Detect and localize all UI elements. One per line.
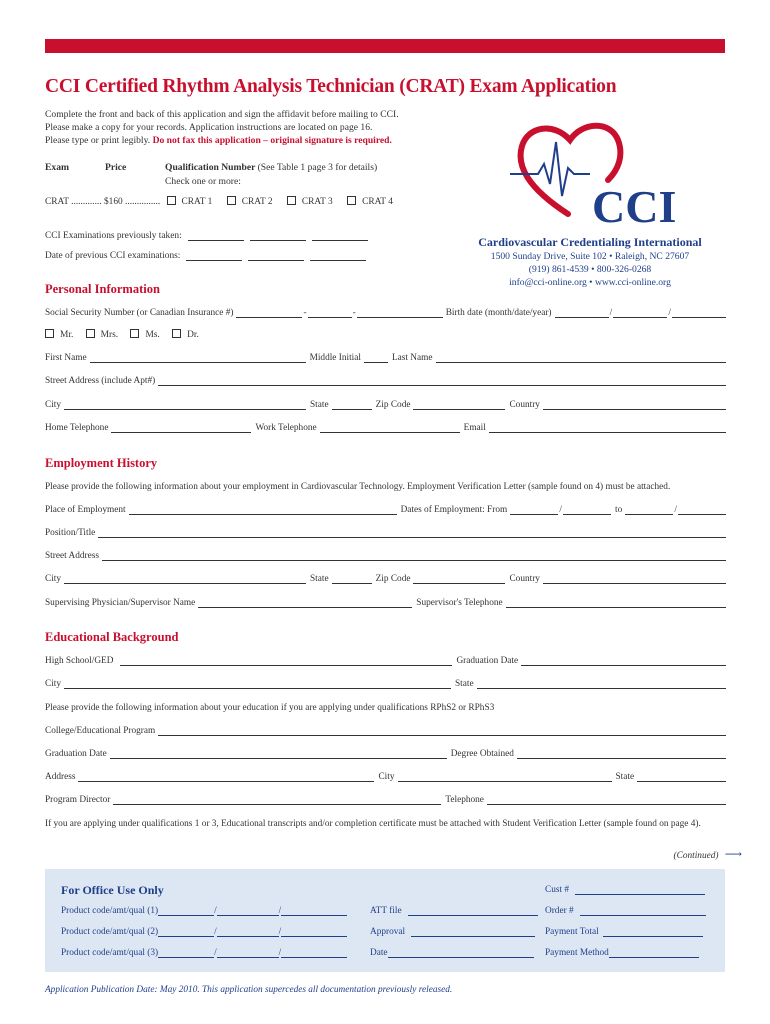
college-state-field[interactable] (637, 772, 726, 782)
title-mrs[interactable]: Mrs. (86, 330, 118, 340)
product-row-2: Product code/amt/qual (2) / / (61, 927, 347, 937)
cust-row: Cust # (545, 885, 705, 895)
highschool-city-field[interactable] (64, 679, 451, 689)
intro-line-3a: Please type or print legibly. (45, 135, 151, 146)
logo-text: CCI (592, 181, 677, 228)
product3-code-field[interactable] (158, 948, 214, 958)
employer-city-field[interactable] (64, 574, 306, 584)
previous-exam-field-1[interactable] (188, 231, 244, 241)
to-month-field[interactable] (625, 505, 673, 515)
title-dr[interactable]: Dr. (172, 330, 199, 340)
approval-row: Approval (370, 927, 535, 937)
to-year-field[interactable] (678, 505, 726, 515)
title-mr[interactable]: Mr. (45, 330, 73, 340)
checkbox[interactable] (172, 329, 181, 338)
check-note: Check one or more: (165, 176, 241, 187)
title-ms[interactable]: Ms. (130, 330, 159, 340)
org-name: Cardiovascular Credentialing International (478, 235, 702, 249)
org-address: 1500 Sunday Drive, Suite 102 • Raleigh, NC 27607 (490, 251, 690, 262)
ssn-field-1[interactable] (236, 308, 302, 318)
personal-info-heading: Personal Information (45, 282, 160, 296)
order-number-field[interactable] (580, 906, 706, 916)
product3-qual-field[interactable] (281, 948, 347, 958)
exam-name: CRAT (45, 197, 69, 207)
previous-date-field-2[interactable] (248, 251, 304, 261)
previous-exam-field-2[interactable] (250, 231, 306, 241)
continued-label (674, 847, 742, 862)
exam-column-header: Exam (45, 162, 69, 173)
work-telephone-field[interactable] (320, 423, 460, 433)
product-row-3: Product code/amt/qual (3) / / (61, 948, 347, 958)
org-web: info@cci-online.org • www.cci-online.org (509, 277, 671, 288)
supervisor-row: Supervising Physician/Supervisor Name Supervisor's Telephone (45, 598, 726, 608)
from-year-field[interactable] (563, 505, 611, 515)
arrow-right-icon: ⟶ (724, 847, 742, 861)
education-note: If you are applying under qualifications 1 or 3, Educational transcripts and/or completion certificate must be attached with Student Verification Letter (sample found on page 4). (45, 819, 701, 829)
intro-line-1: Complete the front and back of this application and sign the affidavit before mailing to CCI. (45, 109, 399, 120)
checkbox[interactable] (347, 196, 356, 205)
home-telephone-field[interactable] (111, 423, 251, 433)
crat-option-2[interactable]: CRAT 2 (227, 197, 273, 207)
salutation-row (45, 330, 199, 340)
qualification-header-label: Qualification Number (165, 162, 256, 173)
first-name-field[interactable] (90, 353, 306, 363)
zip-field[interactable] (413, 400, 505, 410)
highschool-row: High School/GED Graduation Date (45, 656, 726, 666)
continued-text: (Continued) (673, 851, 719, 861)
checkbox[interactable] (167, 196, 176, 205)
previous-exams-label: CCI Examinations previously taken: (45, 231, 182, 241)
order-row: Order # (545, 906, 706, 916)
street-row: Street Address (include Apt#) (45, 376, 726, 386)
email-field[interactable] (489, 423, 726, 433)
org-phone: (919) 861-4539 • 800-326-0268 (528, 264, 652, 275)
att-file-row: ATT file (370, 906, 538, 916)
crat-option-3[interactable]: CRAT 3 (287, 197, 333, 207)
college-row: College/Educational Program (45, 726, 726, 736)
payment-total-row: Payment Total (545, 927, 703, 937)
education-intro: Please provide the following information about your education if you are applying under qualifications RPhS2 or RPhS3 (45, 703, 495, 713)
employer-state-field[interactable] (332, 574, 372, 584)
intro-line-3 (45, 134, 399, 147)
street-address-field[interactable] (158, 376, 726, 386)
office-use-box (45, 869, 725, 972)
place-row: Place of Employment Dates of Employment: From / to / (45, 505, 726, 515)
program-director-telephone-field[interactable] (487, 795, 726, 805)
checkbox[interactable] (86, 329, 95, 338)
date-row: Date (370, 948, 534, 958)
product-row-1: Product code/amt/qual (1) / / (61, 906, 347, 916)
previous-date-field-1[interactable] (186, 251, 242, 261)
birth-year-field[interactable] (672, 308, 726, 318)
college-city-field[interactable] (398, 772, 612, 782)
degree-obtained-field[interactable] (517, 749, 726, 759)
date-field[interactable] (388, 948, 534, 958)
ssn-field-3[interactable] (357, 308, 443, 318)
city-row: City State Zip Code Country (45, 400, 726, 410)
position-title-field[interactable] (98, 528, 726, 538)
payment-total-field[interactable] (603, 927, 703, 937)
previous-dates-label: Date of previous CCI examinations: (45, 251, 181, 261)
education-heading: Educational Background (45, 630, 179, 644)
product1-code-field[interactable] (158, 906, 214, 916)
product2-amt-field[interactable] (217, 927, 279, 937)
qualification-column-header (165, 162, 377, 173)
college-graduation-row: Graduation Date Degree Obtained (45, 749, 726, 759)
office-use-heading: For Office Use Only (61, 883, 164, 897)
college-address-row: Address City State (45, 772, 726, 782)
crat-option-4[interactable]: CRAT 4 (347, 197, 393, 207)
previous-exams-row (45, 231, 368, 241)
product1-amt-field[interactable] (217, 906, 279, 916)
product2-code-field[interactable] (158, 927, 214, 937)
place-of-employment-field[interactable] (129, 505, 397, 515)
checkbox[interactable] (45, 329, 54, 338)
previous-dates-row (45, 251, 366, 261)
highschool-state-field[interactable] (477, 679, 726, 689)
org-info (470, 235, 710, 289)
exam-row: CRAT ............. $160 ............... CRAT 1 CRAT 2 CRAT 3 CRAT 4 (45, 197, 393, 207)
top-red-bar (45, 39, 725, 53)
highschool-city-row: City State (45, 679, 726, 689)
price-column-header: Price (105, 162, 127, 173)
program-director-row: Program Director Telephone (45, 795, 726, 805)
college-graduation-date-field[interactable] (110, 749, 447, 759)
publication-date-footer: Application Publication Date: May 2010. This application supercedes all documentation previously released. (45, 985, 453, 995)
product1-qual-field[interactable] (281, 906, 347, 916)
position-row: Position/Title (45, 528, 726, 538)
program-director-field[interactable] (113, 795, 441, 805)
checkbox[interactable] (227, 196, 236, 205)
product3-amt-field[interactable] (217, 948, 279, 958)
middle-initial-field[interactable] (364, 353, 388, 363)
last-name-field[interactable] (436, 353, 727, 363)
payment-method-row: Payment Method (545, 948, 699, 958)
employer-country-field[interactable] (543, 574, 726, 584)
previous-exam-field-3[interactable] (312, 231, 368, 241)
previous-date-field-3[interactable] (310, 251, 366, 261)
college-address-field[interactable] (78, 772, 374, 782)
ssn-field-2[interactable] (308, 308, 352, 318)
cust-number-field[interactable] (575, 885, 705, 895)
from-month-field[interactable] (510, 505, 558, 515)
state-field[interactable] (332, 400, 372, 410)
highschool-field[interactable] (120, 656, 452, 666)
intro-instructions (45, 108, 399, 147)
ssn-row: Social Security Number (or Canadian Insurance #) - - Birth date (month/date/year) / / (45, 308, 726, 318)
phone-row: Home Telephone Work Telephone Email (45, 423, 726, 433)
city-field[interactable] (64, 400, 306, 410)
employer-zip-field[interactable] (413, 574, 505, 584)
page-title: CCI Certified Rhythm Analysis Technician (CRAT) Exam Application (45, 76, 617, 97)
checkbox[interactable] (130, 329, 139, 338)
employer-street-row: Street Address (45, 551, 726, 561)
exam-price: $160 (103, 197, 123, 207)
college-program-field[interactable] (158, 726, 726, 736)
employer-street-field[interactable] (102, 551, 726, 561)
employer-city-row: City State Zip Code Country (45, 574, 726, 584)
birth-day-field[interactable] (613, 308, 667, 318)
payment-method-field[interactable] (609, 948, 699, 958)
country-field[interactable] (543, 400, 726, 410)
approval-field[interactable] (411, 927, 535, 937)
cci-heart-logo (508, 118, 688, 228)
birth-month-field[interactable] (555, 308, 609, 318)
att-file-field[interactable] (408, 906, 538, 916)
intro-warning: Do not fax this application – original signature is required. (152, 135, 392, 146)
crat-option-1[interactable]: CRAT 1 (167, 197, 213, 207)
supervisor-telephone-field[interactable] (506, 598, 726, 608)
product2-qual-field[interactable] (281, 927, 347, 937)
name-row: First Name Middle Initial Last Name (45, 353, 726, 363)
employment-heading: Employment History (45, 456, 158, 470)
intro-line-2: Please make a copy for your records. Application instructions are located on page 16. (45, 122, 373, 133)
employment-intro: Please provide the following information about your employment in Cardiovascular Technology. Employment Verification Letter (sample found on 4) must be attached. (45, 482, 671, 492)
checkbox[interactable] (287, 196, 296, 205)
highschool-graduation-date-field[interactable] (521, 656, 726, 666)
qualification-header-note: (See Table 1 page 3 for details) (257, 162, 378, 173)
supervisor-name-field[interactable] (198, 598, 412, 608)
